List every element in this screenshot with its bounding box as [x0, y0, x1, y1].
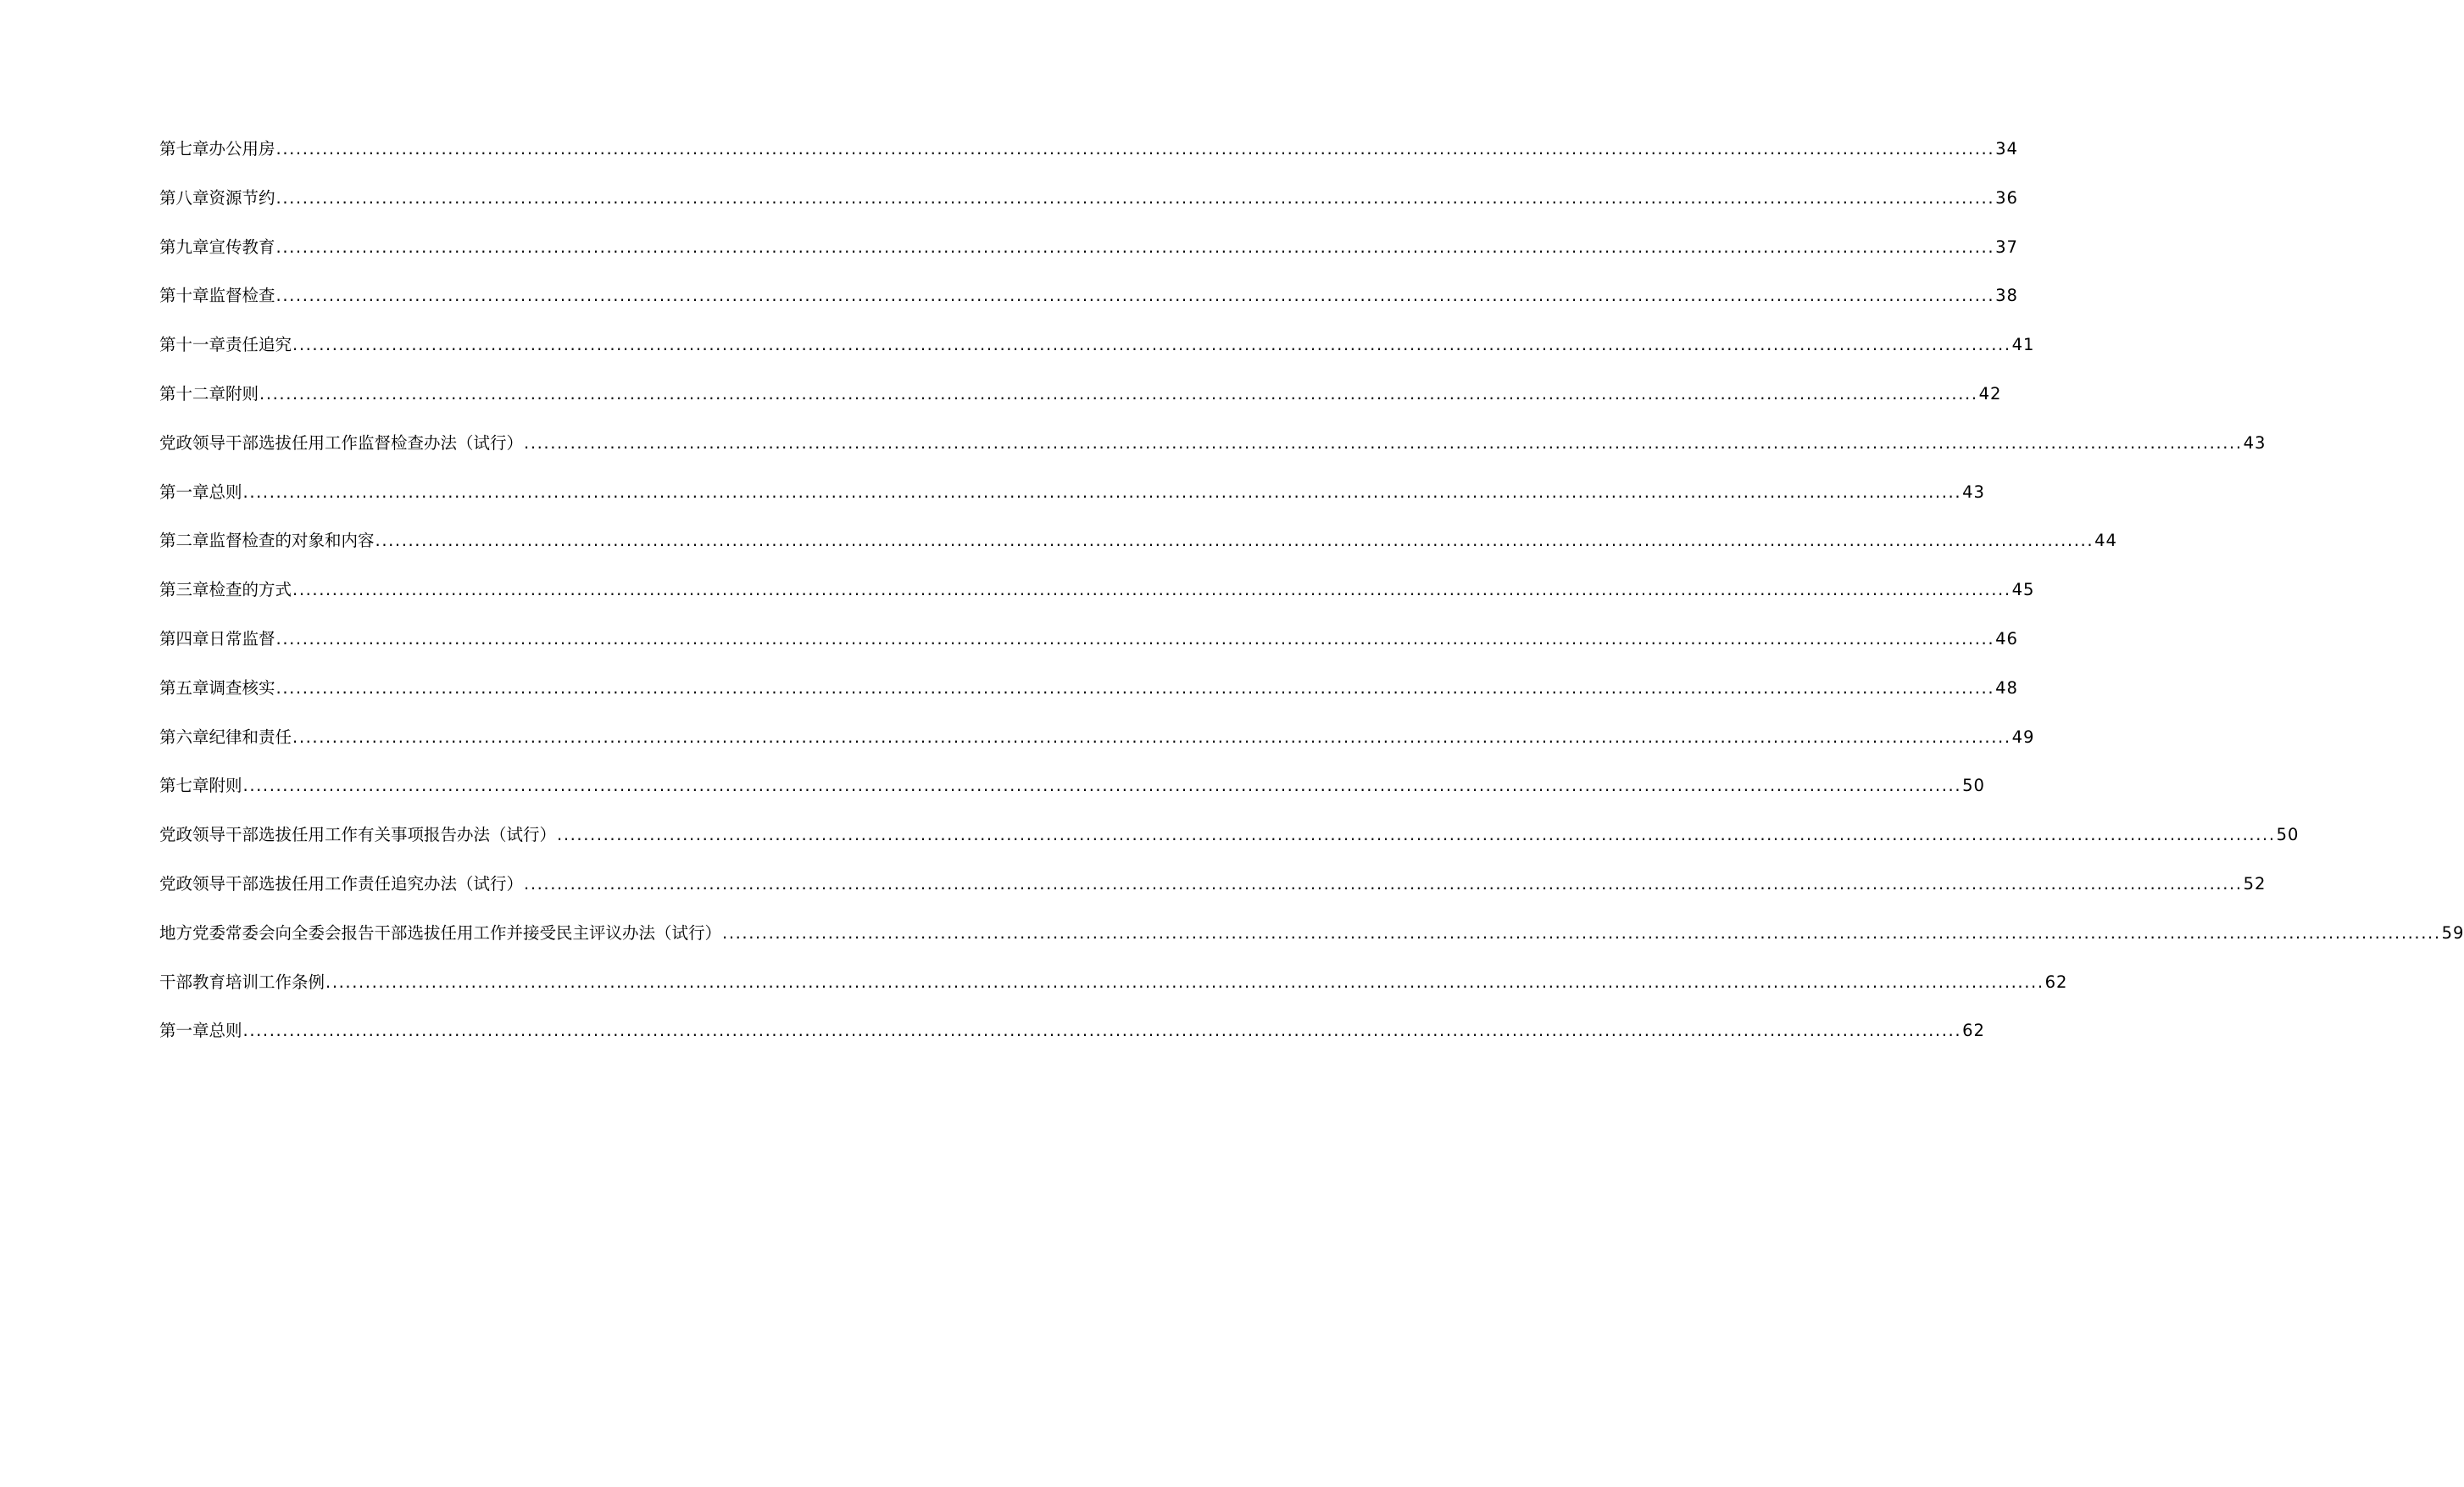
toc-entry-title: 党政领导干部选拔任用工作有关事项报告办法（试行） [159, 825, 557, 845]
toc-entry-page: 36 [1995, 187, 2018, 208]
toc-entry[interactable] [159, 334, 2035, 383]
toc-entry[interactable] [159, 775, 1985, 824]
toc-entry[interactable] [159, 972, 2068, 1021]
toc-entry-title: 第一章总则 [159, 482, 242, 502]
toc-entry[interactable] [159, 482, 1985, 531]
toc-entry-title: 第七章办公用房 [159, 139, 275, 159]
toc-dot-leader: .................................................................................................................................................................................................................................................................... [275, 628, 1995, 649]
toc-entry[interactable] [159, 187, 2018, 237]
toc-entry-page: 46 [1995, 628, 2018, 649]
toc-entry-title: 党政领导干部选拔任用工作监督检查办法（试行） [159, 432, 524, 453]
toc-entry-page: 62 [2044, 972, 2068, 992]
toc-entry[interactable] [159, 530, 2117, 579]
toc-dot-leader: .................................................................................................................................................................................................................................................................... [275, 187, 1995, 208]
toc-dot-leader: .................................................................................................................................................................................................................................................................... [275, 237, 1995, 257]
toc-dot-leader: .................................................................................................................................................................................................................................................................... [275, 286, 1995, 306]
toc-entry-page: 43 [1962, 482, 1985, 502]
toc-entry-title: 第二章监督检查的对象和内容 [159, 531, 375, 551]
toc-entry[interactable] [159, 628, 2018, 677]
toc-entry-title: 第八章资源节约 [159, 187, 275, 208]
toc-entry-title: 干部教育培训工作条例 [159, 972, 325, 992]
toc-entry[interactable] [159, 237, 2018, 286]
toc-entry-page: 34 [1995, 139, 2018, 159]
toc-entry-page: 37 [1995, 237, 2018, 257]
toc-entry-title: 第一章总则 [159, 1021, 242, 1041]
toc-entry[interactable] [159, 285, 2018, 334]
toc-dot-leader: .................................................................................................................................................................................................................................................................... [524, 432, 2243, 453]
toc-entry-page: 50 [2276, 825, 2300, 845]
toc-entry-page: 43 [2243, 432, 2267, 453]
toc-entry-page: 50 [1962, 776, 1985, 796]
toc-dot-leader: .................................................................................................................................................................................................................................................................... [557, 825, 2276, 845]
toc-entry-title: 第四章日常监督 [159, 628, 275, 649]
toc-dot-leader: .................................................................................................................................................................................................................................................................... [275, 677, 1995, 698]
toc-dot-leader: .................................................................................................................................................................................................................................................................... [375, 531, 2094, 551]
toc-dot-leader: .................................................................................................................................................................................................................................................................... [242, 482, 1962, 502]
toc-entry-title: 第十二章附则 [159, 383, 259, 404]
toc-dot-leader: .................................................................................................................................................................................................................................................................... [292, 335, 2011, 355]
toc-dot-leader: .................................................................................................................................................................................................................................................................... [259, 383, 1978, 404]
toc-dot-leader: .................................................................................................................................................................................................................................................................... [325, 972, 2044, 992]
toc-entry[interactable] [159, 824, 2300, 873]
toc-entry-title: 第十章监督检查 [159, 286, 275, 306]
toc-entry-page: 52 [2243, 873, 2267, 894]
toc-entry-page: 49 [2011, 727, 2035, 747]
toc-entry[interactable] [159, 1020, 1985, 1069]
toc-entry-page: 62 [1962, 1021, 1985, 1041]
toc-entry[interactable] [159, 922, 2464, 972]
toc-entry[interactable] [159, 579, 2035, 628]
toc-entry-title: 第十一章责任追究 [159, 335, 292, 355]
toc-dot-leader: .................................................................................................................................................................................................................................................................... [275, 139, 1995, 159]
toc-entry-title: 第七章附则 [159, 776, 242, 796]
toc-entry[interactable] [159, 383, 2002, 432]
toc-entry[interactable] [159, 677, 2018, 727]
toc-entry-page: 42 [1978, 383, 2002, 404]
toc-entry-page: 38 [1995, 286, 2018, 306]
toc-entry-title: 党政领导干部选拔任用工作责任追究办法（试行） [159, 873, 524, 894]
toc-entry-title: 地方党委常委会向全委会报告干部选拔任用工作并接受民主评议办法（试行） [159, 922, 722, 943]
toc-entry-title: 第六章纪律和责任 [159, 727, 292, 747]
toc-dot-leader: .................................................................................................................................................................................................................................................................... [242, 776, 1962, 796]
toc-dot-leader: .................................................................................................................................................................................................................................................................... [292, 727, 2011, 747]
toc-entry-page: 45 [2011, 580, 2035, 600]
toc-dot-leader: .................................................................................................................................................................................................................................................................... [292, 580, 2011, 600]
toc-entry-page: 48 [1995, 677, 2018, 698]
toc-entry[interactable] [159, 138, 2018, 187]
toc-entry-page: 59 [2441, 922, 2464, 943]
toc-entry-page: 41 [2011, 335, 2035, 355]
toc-entry[interactable] [159, 432, 2267, 482]
toc-entry-title: 第三章检查的方式 [159, 580, 292, 600]
toc-entry[interactable] [159, 727, 2035, 776]
toc-entry[interactable] [159, 873, 2267, 922]
toc-dot-leader: .................................................................................................................................................................................................................................................................... [524, 873, 2243, 894]
toc-dot-leader: .................................................................................................................................................................................................................................................................... [722, 922, 2441, 943]
toc-entry-title: 第九章宣传教育 [159, 237, 275, 257]
toc-entry-page: 44 [2094, 531, 2117, 551]
toc-entry-title: 第五章调查核实 [159, 677, 275, 698]
table-of-contents [159, 138, 2464, 1069]
toc-dot-leader: .................................................................................................................................................................................................................................................................... [242, 1021, 1962, 1041]
